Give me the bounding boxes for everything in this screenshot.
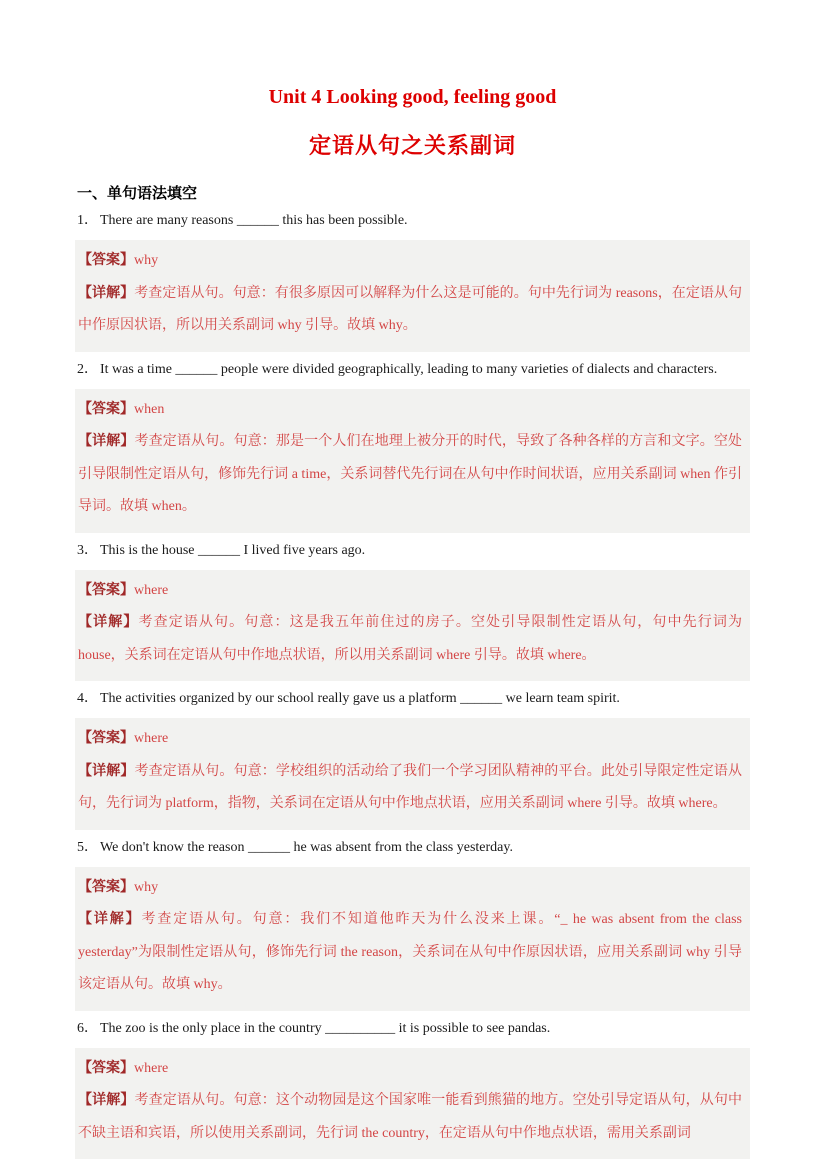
answer-label: 【答案】: [78, 731, 134, 746]
answer-value: why: [134, 879, 159, 895]
question-sentence: The zoo is the only place in the country __________ it is possible to see pandas.: [100, 1020, 551, 1036]
question-text: [77, 210, 750, 232]
question-text: [77, 837, 750, 859]
question-number: 6．: [77, 1020, 98, 1036]
answer-label: 【答案】: [78, 253, 134, 268]
question-item-2: [75, 359, 750, 533]
section-heading: 一、单句语法填空: [77, 185, 198, 202]
question-sentence: We don't know the reason ______ he was absent from the class yesterday.: [100, 839, 513, 855]
explanation-label: 【详解】: [78, 615, 139, 630]
question-text: [77, 688, 750, 710]
explanation-text: 考查定语从句。句意：学校组织的活动给了我们一个学习团队精神的平台。此处引导限定性定语从句，先行词为 platform，指物，关系词在定语从句中作地点状语，应用关系副词 where 引导。故填 where。: [78, 763, 743, 811]
page-subtitle: 定语从句之关系副词: [308, 133, 516, 158]
page-title: Unit 4 Looking good, feeling good: [268, 86, 557, 108]
answer-value: where: [134, 731, 169, 746]
question-text: [77, 359, 750, 381]
answer-line: [78, 723, 742, 756]
answer-block: [75, 389, 750, 533]
explanation-line: [78, 904, 742, 1002]
answer-block: [75, 570, 750, 682]
answer-label: 【答案】: [78, 1060, 134, 1076]
answer-line: [78, 575, 742, 608]
answer-line: [78, 245, 742, 278]
explanation-label: 【详解】: [78, 763, 135, 779]
explanation-line: [78, 426, 742, 524]
explanation-label: 【详解】: [78, 285, 135, 301]
answer-value: why: [134, 253, 159, 268]
answer-value: when: [134, 401, 165, 417]
explanation-text: 考查定语从句。句意：那是一个人们在地理上被分开的时代，导致了各种各样的方言和文字。空处引导限制性定语从句，修饰先行词 a time，关系词替代先行词在从句中作时间状语，应用关系副词 when 作引导词。故填 when。: [78, 434, 743, 514]
answer-block: [75, 718, 750, 830]
explanation-line: [78, 756, 742, 821]
explanation-text: 考查定语从句。句意：这个动物园是这个国家唯一能看到熊猫的地方。空处引导定语从句，从句中不缺主语和宾语，所以使用关系副词，先行词 the country，在定语从句中作地点状语，需用关系副词: [78, 1093, 743, 1141]
question-item-4: [75, 688, 750, 830]
question-number: 2．: [77, 361, 98, 377]
explanation-text: 考查定语从句。句意：我们不知道他昨天为什么没来上课。“_ he was absent from the class yesterday”为限制性定语从句，修饰先行词 the reason，关系词在从句中作原因状语，应用关系副词 why 引导该定语从句。故填 why。: [78, 912, 742, 992]
explanation-line: [78, 1085, 742, 1150]
question-item-5: [75, 837, 750, 1011]
answer-value: where: [134, 1060, 169, 1076]
explanation-label: 【详解】: [78, 1093, 135, 1108]
answer-value: where: [134, 582, 169, 598]
question-item-1: [75, 210, 750, 352]
explanation-line: [78, 607, 742, 672]
question-sentence: This is the house ______ I lived five years ago.: [100, 542, 366, 558]
question-item-6: [75, 1018, 750, 1160]
question-sentence: It was a time ______ people were divided geographically, leading to many varieties of dialects and characters.: [100, 361, 718, 377]
question-number: 4．: [77, 691, 98, 706]
answer-line: [78, 394, 742, 427]
question-item-3: [75, 540, 750, 682]
explanation-label: 【详解】: [78, 434, 135, 449]
question-sentence: The activities organized by our school really gave us a platform ______ we learn team spirit.: [100, 691, 620, 706]
explanation-text: 考查定语从句。句意：这是我五年前住过的房子。空处引导限制性定语从句，句中先行词为 house，关系词在定语从句中作地点状语，所以用关系副词 where 引导。故填 where。: [78, 615, 743, 663]
answer-line: [78, 872, 742, 905]
question-number: 3．: [77, 542, 98, 558]
answer-label: 【答案】: [78, 582, 134, 598]
explanation-text: 考查定语从句。句意：有很多原因可以解释为什么这是可能的。句中先行词为 reasons，在定语从句中作原因状语，所以用关系副词 why 引导。故填 why。: [78, 285, 743, 333]
question-sentence: There are many reasons ______ this has been possible.: [100, 213, 408, 228]
answer-block: [75, 867, 750, 1011]
question-number: 1．: [77, 213, 98, 228]
answer-block: [75, 240, 750, 352]
question-text: [77, 1018, 750, 1040]
explanation-label: 【详解】: [78, 912, 142, 927]
question-text: [77, 540, 750, 562]
answer-label: 【答案】: [78, 879, 134, 895]
question-number: 5．: [77, 839, 98, 855]
answer-line: [78, 1053, 742, 1086]
answer-block: [75, 1048, 750, 1160]
answer-label: 【答案】: [78, 401, 134, 417]
explanation-line: [78, 278, 742, 343]
